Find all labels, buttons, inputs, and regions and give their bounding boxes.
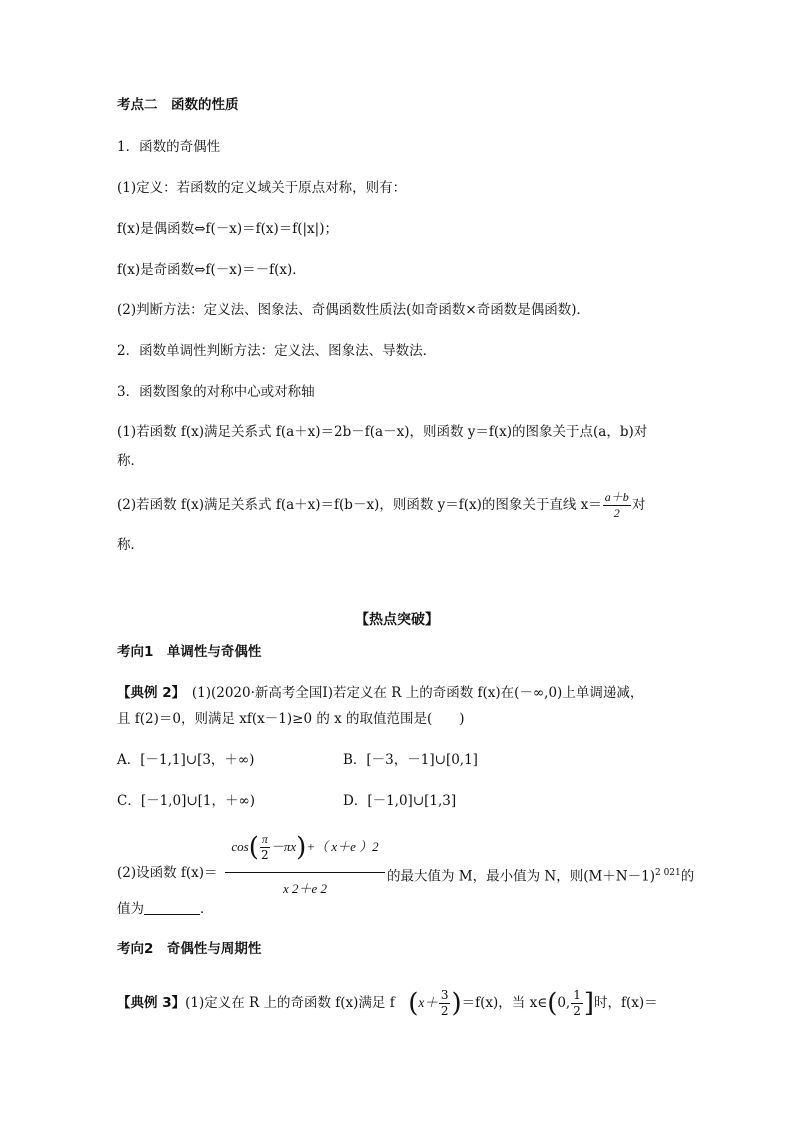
function-numerator: cos( $\frac{\pi}{2}$ －πx)+（ x＋e ）2 <box>231 832 379 863</box>
fraction-denominator: 2 <box>613 506 620 520</box>
paragraph-2: (1)定义：若函数的定义域关于原点对称，则有： <box>117 180 407 196</box>
paragraph-5: (2)判断方法：定义法、图象法、奇偶函数性质法(如奇函数×奇函数是偶函数)． <box>117 302 590 318</box>
fraction-bar <box>225 872 385 873</box>
paragraph-4: f(x)是奇函数⇔f(－x)＝－f(x)． <box>117 262 306 278</box>
paragraph-9b: 称． <box>117 537 144 553</box>
answer-blank[interactable] <box>144 900 200 915</box>
example-2-text: (1)(2020·新高考全国Ⅰ)若定义在 R 上的奇函数 f(x)在(－∞,0)上单调递减， <box>178 685 644 701</box>
hot-title: 【热点突破】 <box>355 612 439 628</box>
pi-over-2-fraction: $\frac{\pi}{2}$ <box>261 832 269 862</box>
option-b: B．[－3，－1]∪[0,1] <box>343 752 478 768</box>
example-2-line-1 <box>117 684 643 702</box>
paragraph-3: f(x)是偶函数⇔f(－x)＝f(x)＝f(|x|)； <box>117 221 338 237</box>
paragraph-6: 2．函数单调性判断方法：定义法、图象法、导数法． <box>117 343 437 359</box>
paragraph-9-text: (2)若函数 f(x)满足关系式 f(a＋x)＝f(b－x)，则函数 y＝f(x)的图象关于直线 x＝ <box>117 497 602 513</box>
one-half-fraction: $\frac{1}{2}$ <box>573 988 581 1018</box>
question-2-suffix: 的最大值为 M，最小值为 N，则$(M+N-1)^{2 021}$的 <box>387 868 695 885</box>
topic-1-title: 考向1 单调性与奇偶性 <box>117 644 262 660</box>
option-c: C．[－1,0]∪[1，＋∞) <box>117 793 256 809</box>
example-2-line-2: 且 f(2)＝0，则满足 xf(x－1)≥0 的 x 的取值范围是( ) <box>117 711 465 727</box>
three-halves-fraction: $\frac{3}{2}$ <box>440 988 449 1018</box>
question-2-prefix: (2)设函数 f(x)＝ <box>117 865 218 881</box>
paragraph-8a: (1)若函数 f(x)满足关系式 f(a＋x)＝2b－f(a－x)，则函数 y＝f(x)的图象关于点(a，b)对 <box>117 424 648 440</box>
topic-2-title: 考向2 奇偶性与周期性 <box>117 941 262 957</box>
paragraph-8b: 称． <box>117 453 144 469</box>
paragraph-1: 1．函数的奇偶性 <box>117 139 221 155</box>
option-a: A．[－1,1]∪[3，＋∞) <box>117 752 255 768</box>
option-d: D．[－1,0]∪[1,3] <box>343 793 457 809</box>
function-denominator: x 2＋e 2 <box>282 881 328 896</box>
question-2-line-2: 值为 ． <box>117 901 214 917</box>
fraction-numerator: a＋b <box>604 490 629 504</box>
paragraph-9-post: 对 <box>631 497 646 513</box>
paragraph-9a <box>117 490 645 521</box>
example-3-tag: 【典例 3】 <box>117 995 186 1011</box>
example-3-line-1: 【典例 3】(1)定义在 R 上的奇函数 f(x)满足 f (x＋ $\frac{3}{2}$ )＝f(x)，当 x∈(0, $\frac{1}{2}$ ]时，f(x)＝ <box>117 988 658 1019</box>
example-2-tag: 【典例 2】 <box>117 685 179 701</box>
paragraph-7: 3．函数图象的对称中心或对称轴 <box>117 384 315 400</box>
exponent: 2 021 <box>654 868 681 878</box>
section-title: 考点二 函数的性质 <box>117 97 239 113</box>
fraction-a-plus-b-over-2 <box>603 490 631 521</box>
